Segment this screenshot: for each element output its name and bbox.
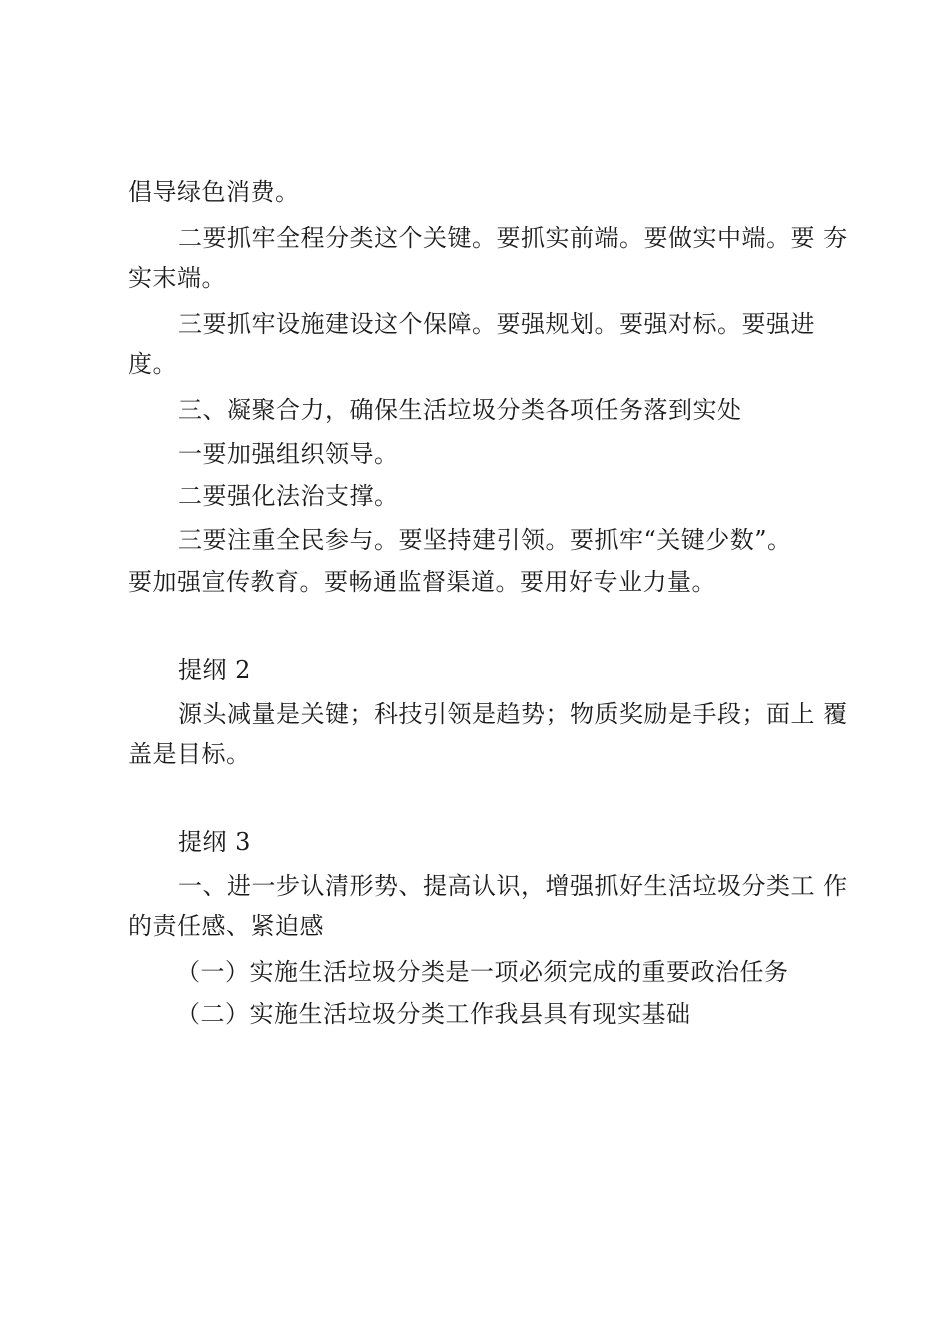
subsection-heading: （一）实施生活垃圾分类是一项必须完成的重要政治任务 [176, 958, 789, 986]
subsection-heading: （二）实施生活垃圾分类工作我县具有现实基础 [176, 1000, 691, 1028]
text-line: 倡导绿色消费。 [128, 178, 300, 206]
text-line: 三要注重全民参与。要坚持建引领。要抓牢“关键少数”。 [178, 526, 792, 554]
text-line: 二要抓牢全程分类这个关键。要抓实前端。要做实中端。要 夯 [178, 224, 848, 252]
text-line: 实末端。 [128, 264, 226, 292]
text-line: 二要强化法治支撑。 [178, 482, 399, 510]
text-line: 的责任感、紧迫感 [128, 912, 324, 940]
text-line: 要加强宣传教育。要畅通监督渠道。要用好专业力量。 [128, 568, 716, 596]
text-line: 三要抓牢设施建设这个保障。要强规划。要强对标。要强进 [178, 310, 815, 338]
text-line: 盖是目标。 [128, 740, 251, 768]
text-line: 度。 [128, 350, 177, 378]
section-heading: 三、凝聚合力，确保生活垃圾分类各项任务落到实处 [178, 396, 742, 424]
section-heading: 一、进一步认清形势、提高认识，增强抓好生活垃圾分类工 作 [178, 872, 848, 900]
outline-heading: 提纲 2 [178, 656, 251, 684]
outline-heading: 提纲 3 [178, 828, 251, 856]
text-line: 一要加强组织领导。 [178, 440, 399, 468]
text-line: 源头减量是关键；科技引领是趋势；物质奖励是手段；面上 覆 [178, 700, 848, 728]
